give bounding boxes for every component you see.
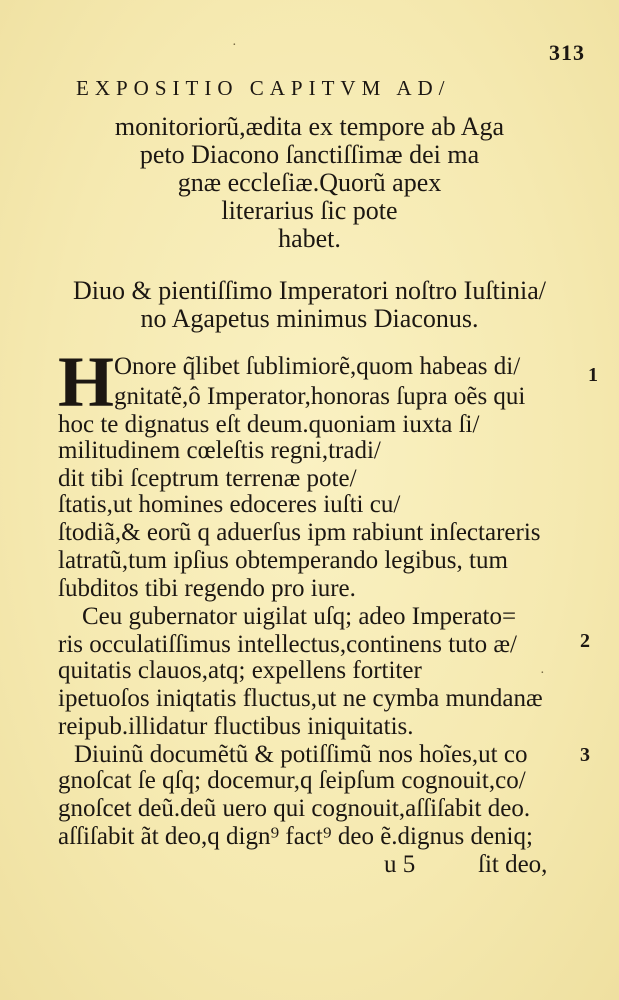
- signature-mark: u 5: [384, 851, 416, 878]
- body-line: gnoſcet deũ.deũ uero qui cognouit,aſſiſabit deo.: [58, 795, 531, 822]
- ink-speck: ·: [540, 666, 545, 681]
- body-line: hoc te dignatus eſt deum.quoniam iuxta ſi/: [58, 411, 480, 438]
- body-line: Onore q̃libet ſublimiorẽ,quom habeas di/: [114, 353, 521, 380]
- body-line: ſtatis,ut homines edoceres iuſti cu/: [58, 491, 401, 518]
- title-line: habet.: [278, 224, 341, 253]
- title-line: peto Diacono ſanctiſſimæ dei ma: [139, 140, 480, 169]
- body-line: militudinem cœleſtis regni,tradi/: [58, 437, 381, 464]
- body-line: dit tibi ſceptrum terrenæ pote/: [58, 465, 357, 492]
- body-line: ſubditos tibi regendo pro iure.: [58, 575, 356, 602]
- margin-number: 2: [580, 630, 590, 652]
- dedication-line: Diuo & pientiſſimo Imperatori noſtro Iuſtinia/: [73, 276, 546, 305]
- body-line: latratũ,tum ipſius obtemperando legibus, tum: [58, 547, 508, 574]
- title-line: monitoriorũ,ædita ex tempore ab Aga: [114, 112, 505, 141]
- body-line: ris occulatiſſimus intellectus,continens tuto æ/: [58, 631, 517, 658]
- title-line: literarius ſic pote: [221, 196, 398, 225]
- title-line: gnæ eccleſiæ.Quorũ apex: [177, 168, 442, 197]
- body-line: gnoſcat ſe qſq; docemur,q ſeipſum cognouit,co/: [58, 767, 526, 794]
- body-line: ipetuoſos iniqtatis fluctus,ut ne cymba mundanæ: [58, 685, 543, 712]
- body-line: ſtodiã,& eorũ q aduerſus ipm rabiunt inſectareris: [58, 519, 541, 546]
- running-head: EXPOSITIO CAPITVM AD/: [76, 76, 451, 100]
- body-line: Diuinũ documẽtũ & potiſſimũ nos hoĩes,ut co: [74, 741, 528, 768]
- body-line: Ceu gubernator uigilat uſq; adeo Imperato=: [82, 603, 517, 630]
- folio-number: 313: [549, 40, 585, 65]
- drop-cap: H: [58, 342, 115, 422]
- body-line: quitatis clauos,atq; expellens fortiter: [58, 657, 422, 684]
- margin-number: 1: [588, 364, 598, 386]
- catchword: ſit deo,: [478, 851, 548, 878]
- body-line: reipub.illidatur fluctibus iniquitatis.: [58, 713, 414, 740]
- body-line: aſſiſabit ãt deo,q dign⁹ fact⁹ deo ẽ.dignus deniq;: [58, 823, 533, 850]
- dedication-line: no Agapetus minimus Diaconus.: [140, 304, 479, 333]
- margin-number: 3: [580, 744, 590, 766]
- ink-speck: ·: [232, 38, 237, 53]
- body-line: gnitatẽ,ô Imperator,honoras ſupra oẽs qui: [114, 383, 526, 410]
